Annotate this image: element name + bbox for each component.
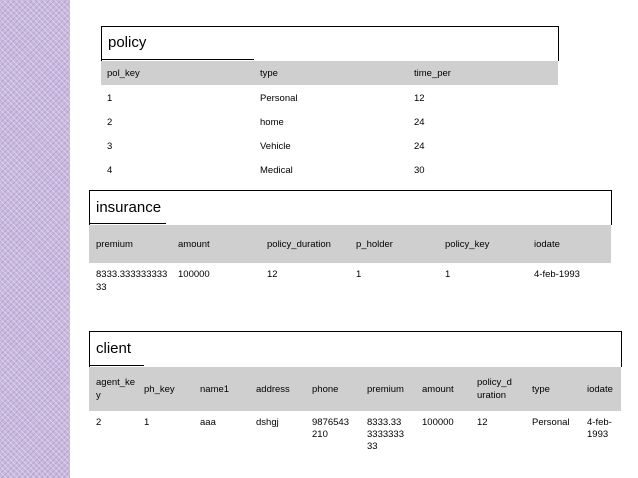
insurance-cell: 4-feb-1993 bbox=[534, 269, 580, 280]
insurance-table bbox=[89, 225, 611, 294]
policy-title-frame bbox=[101, 26, 559, 61]
client-cell: 1 bbox=[144, 417, 150, 428]
insurance-header-cell: amount bbox=[177, 225, 266, 263]
client-header-cell: agent_ke y bbox=[89, 367, 143, 411]
policy-table bbox=[101, 61, 558, 181]
table-row bbox=[89, 263, 611, 294]
policy-cell: 4 bbox=[107, 165, 113, 176]
client-cell: aaa bbox=[200, 417, 216, 428]
policy-header-cell: time_per bbox=[413, 61, 558, 85]
client-table bbox=[89, 367, 621, 454]
insurance-header-cell: premium bbox=[89, 225, 177, 263]
table-row bbox=[101, 85, 558, 109]
client-cell: 9876543 210 bbox=[312, 417, 349, 440]
policy-header-row bbox=[101, 61, 558, 85]
client-title-frame bbox=[89, 331, 622, 367]
table-row bbox=[101, 109, 558, 133]
client-cell: 12 bbox=[477, 417, 488, 428]
decorative-side-band bbox=[0, 0, 70, 478]
policy-cell: 12 bbox=[414, 93, 425, 104]
table-row bbox=[101, 133, 558, 157]
policy-cell: Vehicle bbox=[260, 141, 291, 152]
insurance-cell: 100000 bbox=[178, 269, 210, 280]
table-row bbox=[89, 411, 621, 454]
insurance-title-underline bbox=[90, 223, 166, 224]
client-header-cell: phone bbox=[311, 367, 366, 411]
insurance-cell: 1 bbox=[356, 269, 362, 280]
insurance-title: insurance bbox=[96, 199, 162, 216]
insurance-cell: 8333.333333333 33 bbox=[96, 269, 168, 293]
insurance-header-cell: p_holder bbox=[355, 225, 444, 263]
client-title: client bbox=[96, 340, 132, 357]
insurance-header-row bbox=[89, 225, 611, 263]
policy-cell: home bbox=[260, 117, 284, 128]
insurance-cell: 12 bbox=[267, 269, 278, 280]
client-cell: 8333.33 3333333 33 bbox=[367, 417, 404, 452]
policy-cell: Medical bbox=[260, 165, 293, 176]
policy-cell: 24 bbox=[414, 141, 425, 152]
policy-cell: 1 bbox=[107, 93, 113, 104]
insurance-header-cell: policy_duration bbox=[266, 225, 355, 263]
client-header-cell: iodate bbox=[586, 367, 621, 411]
client-header-cell: premium bbox=[366, 367, 421, 411]
client-header-cell: amount bbox=[421, 367, 476, 411]
client-header-cell: ph_key bbox=[143, 367, 199, 411]
client-header-cell: address bbox=[255, 367, 311, 411]
client-header-cell: policy_d uration bbox=[476, 367, 531, 411]
policy-title-underline bbox=[102, 59, 254, 60]
policy-cell: 3 bbox=[107, 141, 113, 152]
client-cell: dshgj bbox=[256, 417, 279, 428]
insurance-cell: 1 bbox=[445, 269, 451, 280]
client-title-underline bbox=[90, 365, 144, 366]
client-cell: 4-feb- 1993 bbox=[587, 417, 612, 440]
client-header-row bbox=[89, 367, 621, 411]
insurance-header-cell: policy_key bbox=[444, 225, 533, 263]
insurance-title-frame bbox=[89, 190, 612, 225]
client-header-cell: name1 bbox=[199, 367, 255, 411]
policy-header-cell: pol_key bbox=[101, 61, 259, 85]
policy-title: policy bbox=[108, 34, 147, 51]
policy-cell: 30 bbox=[414, 165, 425, 176]
policy-cell: 24 bbox=[414, 117, 425, 128]
policy-header-cell: type bbox=[259, 61, 413, 85]
policy-cell: 2 bbox=[107, 117, 113, 128]
client-cell: 2 bbox=[96, 417, 102, 428]
insurance-header-cell: iodate bbox=[533, 225, 611, 263]
client-header-cell: type bbox=[531, 367, 586, 411]
client-cell: 100000 bbox=[422, 417, 454, 428]
policy-cell: Personal bbox=[260, 93, 298, 104]
table-row bbox=[101, 157, 558, 181]
client-cell: Personal bbox=[532, 417, 570, 428]
